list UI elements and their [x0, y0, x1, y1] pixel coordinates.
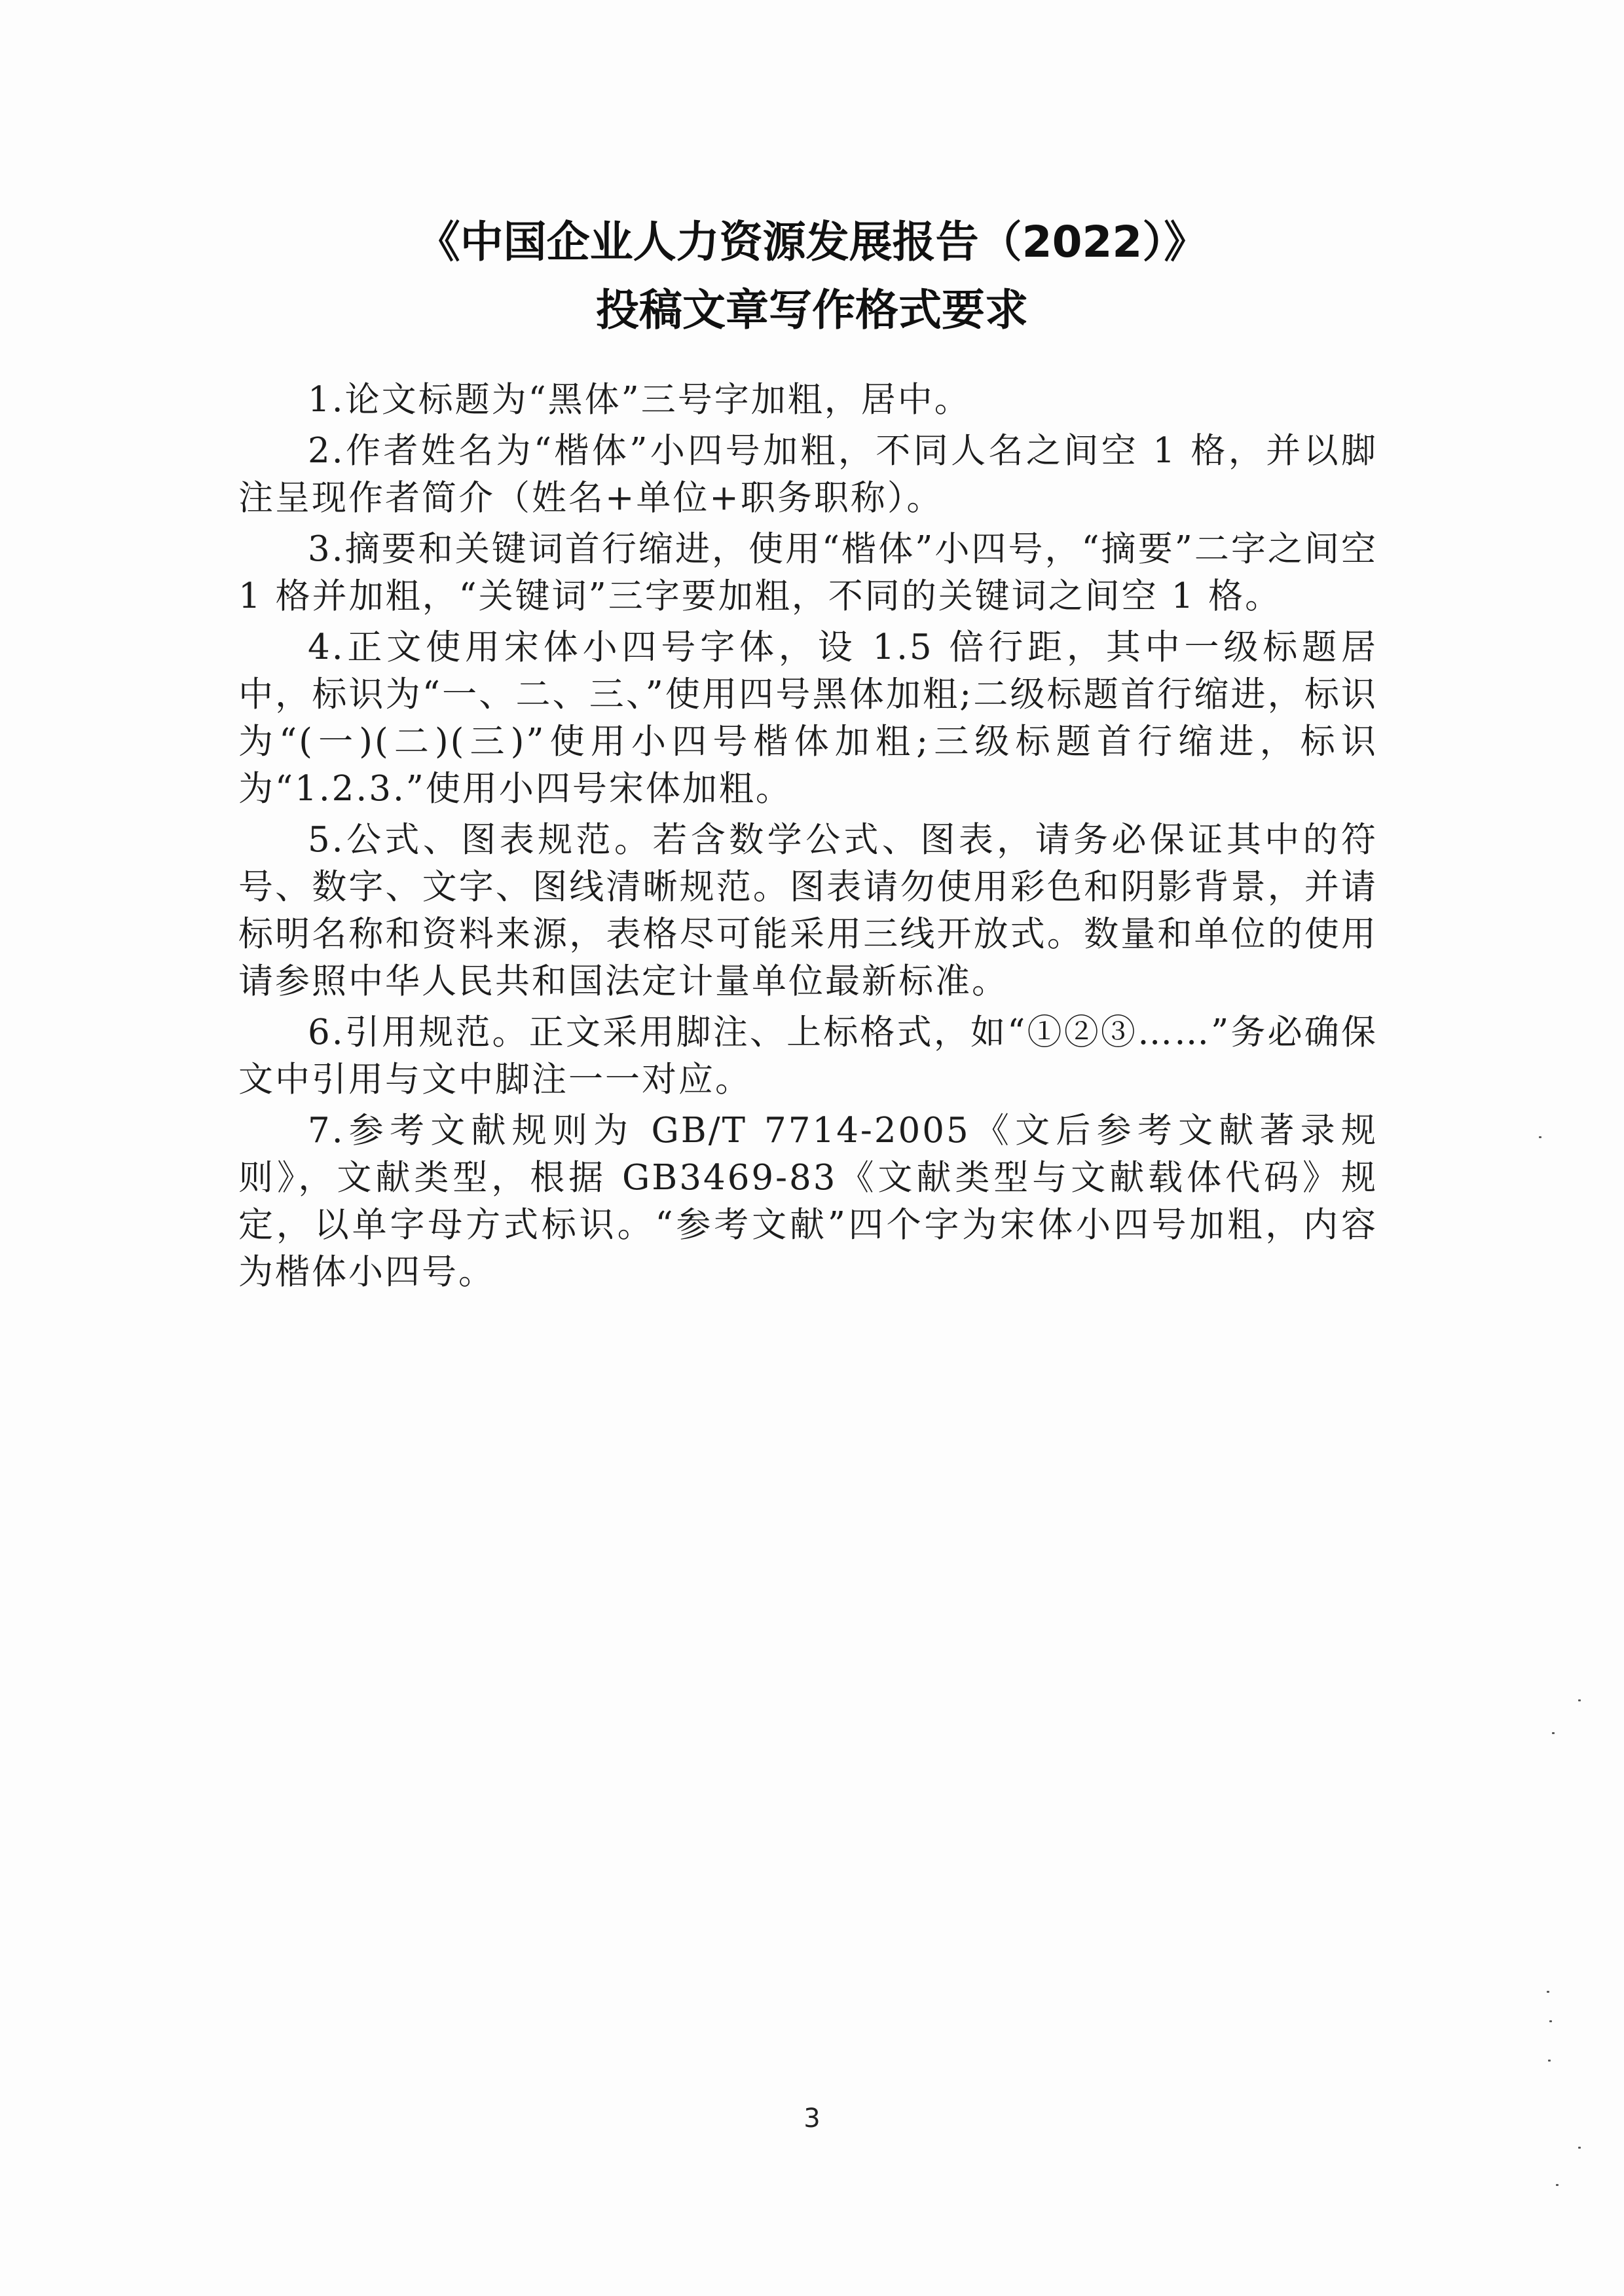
- document-body: [238, 377, 1378, 1300]
- scan-speck: [1549, 2020, 1552, 2022]
- scan-speck: [1548, 2060, 1551, 2062]
- paragraph-5: 5.公式、图表规范。若含数学公式、图表，请务必保证其中的符号、数字、文字、图线清晰规范。图表请勿使用彩色和阴影背景，并请标明名称和资料来源，表格尽可能采用三线开放式。数量和单位的使用请参照中华人民共和国法定计量单位最新标准。: [238, 820, 1378, 1001]
- scan-speck: [1556, 2184, 1559, 2186]
- scan-speck: [1539, 1136, 1541, 1138]
- paragraph-2: 2.作者姓名为“楷体”小四号加粗，不同人名之间空 1 格，并以脚注呈现作者简介（姓名+单位+职务职称）。: [238, 431, 1378, 518]
- paragraph-3: 3.摘要和关键词首行缩进，使用“楷体”小四号，“摘要”二字之间空 1 格并加粗，“关键词”三字要加粗，不同的关键词之间空 1 格。: [238, 529, 1378, 616]
- scan-speck: [1552, 1732, 1555, 1734]
- paragraph-1: 1.论文标题为“黑体”三号字加粗，居中。: [308, 380, 971, 420]
- paragraph-4: 4.正文使用宋体小四号字体，设 1.5 倍行距，其中一级标题居中，标识为“一、二、三、”使用四号黑体加粗;二级标题首行缩进，标识为“(一)(二)(三)”使用小四号楷体加粗;三级标题首行缩进，标识为“1.2.3.”使用小四号宋体加粗。: [238, 627, 1378, 809]
- paragraph-7: 7.参考文献规则为 GB/T 7714-2005《文后参考文献著录规则》，文献类型，根据 GB3469-83《文献类型与文献载体代码》规定，以单字母方式标识。“参考文献”四个字为宋体小四号加粗，内容为楷体小四号。: [238, 1111, 1378, 1292]
- document-title: [0, 208, 1624, 344]
- title-line-2: 投稿文章写作格式要求: [596, 285, 1028, 335]
- title-line-1: 《中国企业人力资源发展报告（2022）》: [416, 217, 1208, 267]
- page-number: 3: [803, 2103, 821, 2134]
- scan-speck: [1547, 1991, 1549, 1993]
- paragraph-6: 6.引用规范。正文采用脚注、上标格式，如“①②③……”务必确保文中引用与文中脚注一一对应。: [238, 1012, 1378, 1100]
- scan-speck: [1578, 1699, 1581, 1701]
- scan-speck: [1578, 2147, 1581, 2149]
